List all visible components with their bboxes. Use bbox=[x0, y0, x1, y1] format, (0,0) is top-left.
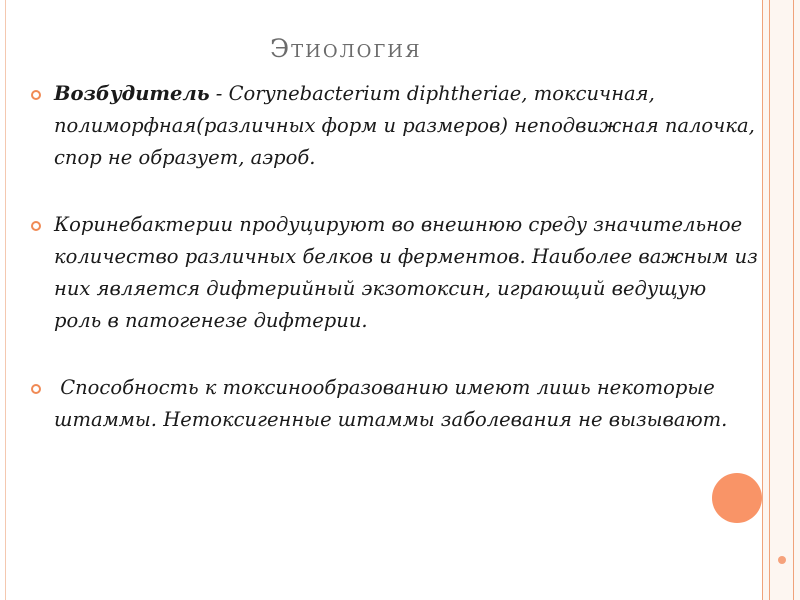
bullet-marker-icon bbox=[31, 221, 41, 231]
left-frame-line bbox=[5, 0, 6, 600]
decorative-circle-large bbox=[712, 473, 762, 523]
bullet-text: Коринебактерии продуцируют во внешнюю среду значительное количество различных белков и ферментов. Наиболее важным из них является дифтерийный экзотоксин, играющий ведущую роль в патогенезе дифтерии. bbox=[54, 213, 758, 332]
bullet-text: Способность к токсинообразованию имеют лишь некоторые штаммы. Нетоксигенные штаммы заболевания не вызывают. bbox=[54, 376, 728, 431]
slide-body bbox=[28, 78, 758, 436]
bullet-item bbox=[28, 372, 758, 436]
right-frame-line-outer bbox=[793, 0, 794, 600]
slide-title: Этиология bbox=[270, 34, 422, 63]
right-frame-line-inner bbox=[769, 0, 770, 600]
decorative-circle-small bbox=[778, 556, 786, 564]
bullet-marker-icon bbox=[31, 90, 41, 100]
bullet-item bbox=[28, 209, 758, 337]
bullet-item bbox=[28, 78, 758, 174]
bullet-lead: Возбудитель bbox=[54, 82, 210, 105]
bullet-text: - Corynebacterium diphtheriae, токсичная, полиморфная(различных форм и размеров) неподвижная палочка, спор не образует, аэроб. bbox=[54, 82, 755, 169]
bullet-marker-icon bbox=[31, 384, 41, 394]
right-frame-band bbox=[762, 0, 800, 600]
